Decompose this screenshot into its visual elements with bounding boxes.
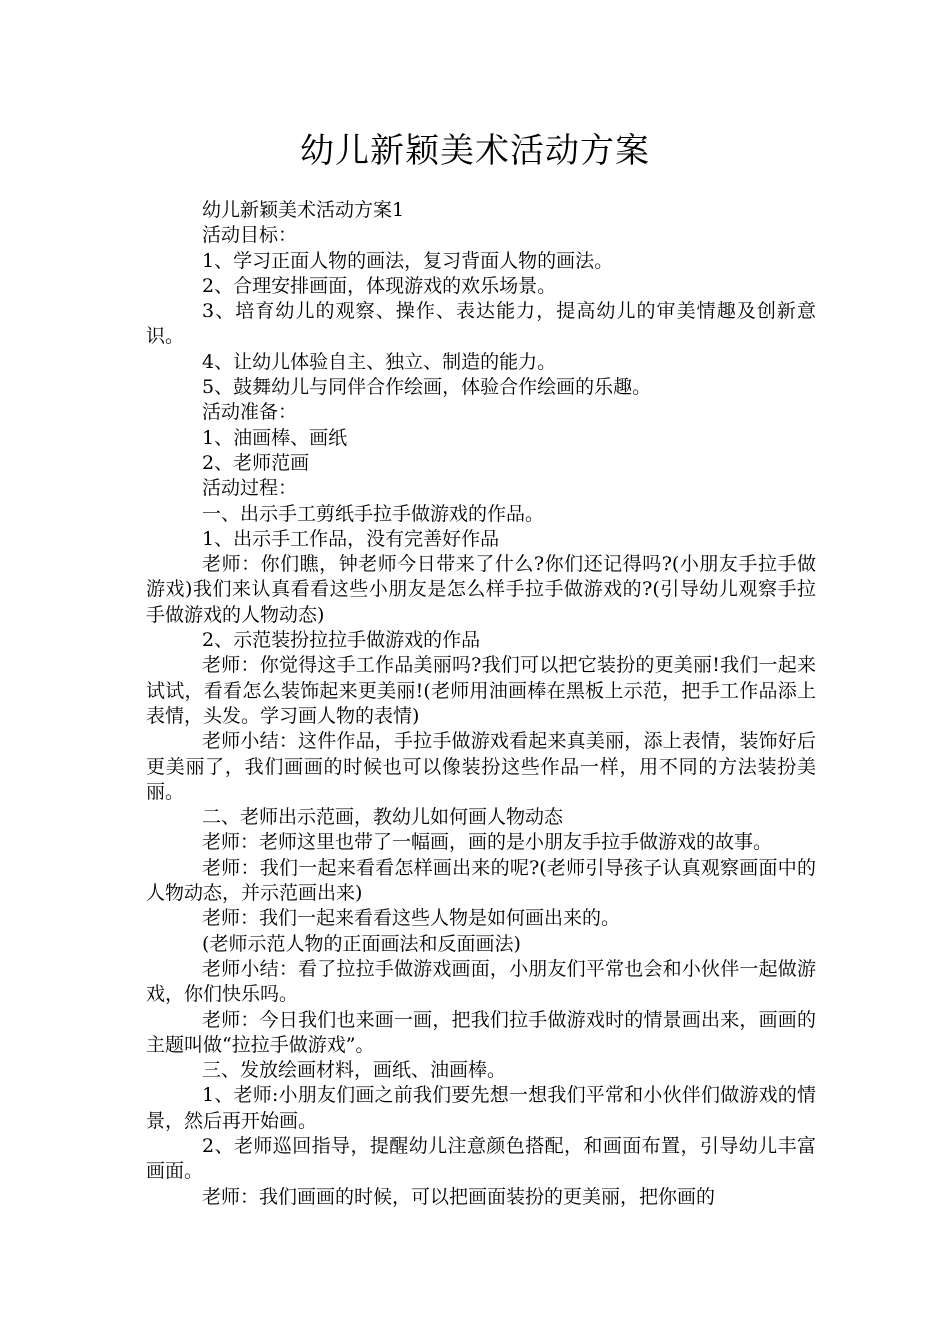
paragraph: 2、合理安排画面，体现游戏的欢乐场景。 bbox=[202, 274, 557, 297]
paragraph: 一、出示手工剪纸手拉手做游戏的作品。 bbox=[202, 502, 545, 525]
paragraph: 幼儿新颖美术活动方案1 bbox=[202, 199, 405, 221]
paragraph: 老师小结：这件作品，手拉手做游戏看起来真美丽，添上表情，装饰好后更美丽了，我们画画的时候也可以像装扮这些作品一样，用不同的方法装扮美丽。 bbox=[146, 730, 816, 803]
paragraph: 活动目标： bbox=[202, 224, 298, 247]
paragraph: 1、学习正面人物的画法，复习背面人物的画法。 bbox=[202, 249, 614, 272]
paragraph: 2、示范装扮拉拉手做游戏的作品 bbox=[202, 629, 481, 652]
paragraph: 活动准备： bbox=[202, 401, 298, 424]
paragraph: 活动过程： bbox=[202, 477, 298, 500]
paragraph: 1、出示手工作品，没有完善好作品 bbox=[202, 527, 500, 550]
document-body bbox=[146, 198, 816, 1210]
document-title: 幼儿新颖美术活动方案 bbox=[300, 131, 650, 171]
paragraph: 三、发放绘画材料，画纸、油画棒。 bbox=[202, 1059, 507, 1082]
paragraph: 1、老师:小朋友们画之前我们要先想一想我们平常和小伙伴们做游戏的情景，然后再开始画。 bbox=[146, 1084, 816, 1132]
paragraph: 2、老师范画 bbox=[202, 451, 310, 474]
paragraph: (老师示范人物的正面画法和反面画法) bbox=[202, 932, 521, 955]
paragraph: 老师：我们一起来看看怎样画出来的呢?(老师引导孩子认真观察画面中的人物动态，并示范画出来) bbox=[146, 856, 816, 905]
paragraph: 老师：今日我们也来画一画，把我们拉手做游戏时的情景画出来，画画的主题叫做“拉拉手做游戏”。 bbox=[146, 1008, 816, 1056]
paragraph: 3、培育幼儿的观察、操作、表达能力，提高幼儿的审美情趣及创新意识。 bbox=[146, 300, 816, 348]
paragraph: 老师：你们瞧，钟老师今日带来了什么?你们还记得吗?(小朋友手拉手做游戏)我们来认真看看这些小朋友是怎么样手拉手做游戏的?(引导幼儿观察手拉手做游戏的人物动态) bbox=[146, 553, 816, 626]
paragraph: 老师：老师这里也带了一幅画，画的是小朋友手拉手做游戏的故事。 bbox=[202, 831, 773, 854]
paragraph: 1、油画棒、画纸 bbox=[202, 426, 348, 449]
paragraph: 老师小结：看了拉拉手做游戏画面，小朋友们平常也会和小伙伴一起做游戏，你们快乐吗。 bbox=[146, 957, 816, 1006]
paragraph: 5、鼓舞幼儿与同伴合作绘画，体验合作绘画的乐趣。 bbox=[202, 376, 652, 399]
paragraph: 2、老师巡回指导，提醒幼儿注意颜色搭配，和画面布置，引导幼儿丰富画面。 bbox=[146, 1134, 816, 1183]
paragraph: 4、让幼儿体验自主、独立、制造的能力。 bbox=[202, 350, 557, 373]
paragraph: 老师：我们画画的时候，可以把画面装扮的更美丽，把你画的 bbox=[202, 1185, 716, 1208]
paragraph: 二、老师出示范画，教幼儿如何画人物动态 bbox=[202, 806, 564, 829]
paragraph: 老师：你觉得这手工作品美丽吗?我们可以把它装扮的更美丽!我们一起来试试，看看怎么装饰起来更美丽!(老师用油画棒在黑板上示范，把手工作品添上表情，头发。学习画人物的表情) bbox=[146, 654, 816, 727]
paragraph: 老师：我们一起来看看这些人物是如何画出来的。 bbox=[202, 907, 621, 930]
